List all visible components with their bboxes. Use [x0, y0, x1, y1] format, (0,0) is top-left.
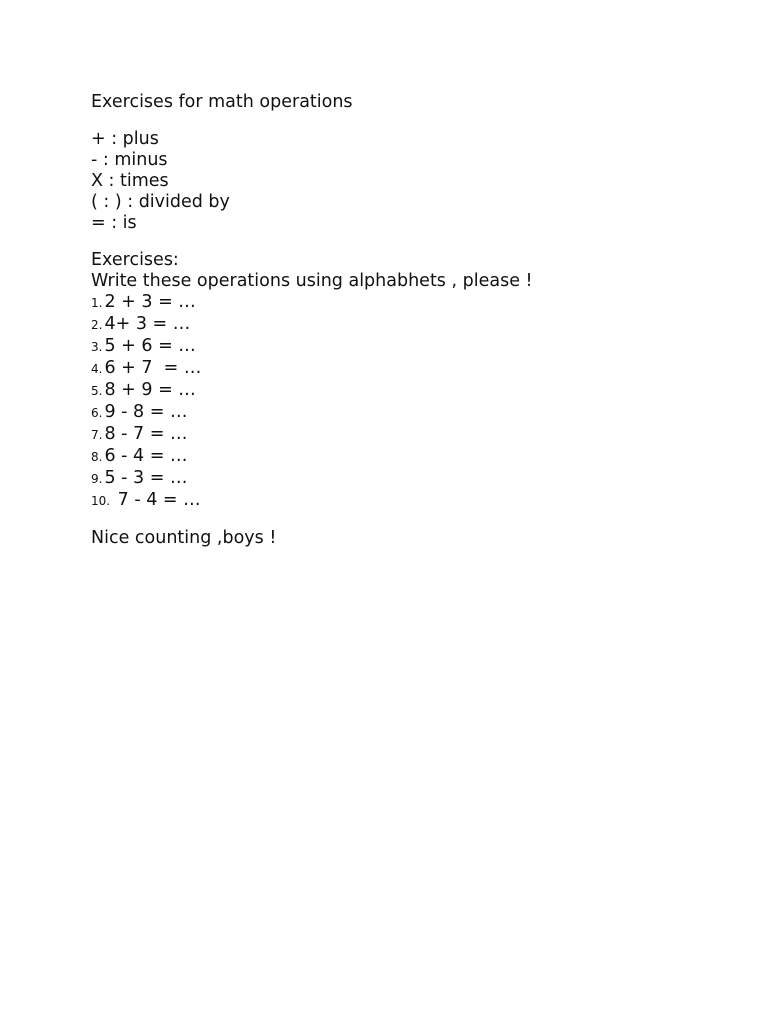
exercise-number: 2.: [91, 318, 103, 332]
instruction-text: Write these operations using alphabhets , please !: [91, 271, 533, 291]
exercise-item: [91, 490, 711, 512]
exercise-item: [91, 358, 711, 380]
spacer: [91, 234, 711, 250]
exercise-text: 8 - 7 = …: [104, 424, 188, 444]
exercise-number: 4.: [91, 362, 103, 376]
exercise-item: [91, 292, 711, 314]
exercise-item: [91, 336, 711, 358]
exercise-number: 3.: [91, 340, 103, 354]
exercise-text: 9 - 8 = …: [104, 402, 188, 422]
exercise-item: [91, 380, 711, 402]
exercise-item: [91, 314, 711, 336]
closing-text: Nice counting ,boys !: [91, 528, 277, 548]
exercise-number: 1.: [91, 296, 103, 310]
exercise-text: 8 + 9 = …: [104, 380, 196, 400]
exercise-number: 10.: [91, 494, 111, 508]
spacer: [91, 512, 711, 528]
exercise-item: [91, 446, 711, 468]
exercise-item: [91, 424, 711, 446]
exercise-text: 6 - 4 = …: [104, 446, 188, 466]
exercise-text: 7 - 4 = …: [112, 490, 201, 510]
legend-minus: - : minus: [91, 150, 168, 170]
legend-equals: = : is: [91, 213, 137, 233]
exercise-item: [91, 468, 711, 490]
exercise-text: 5 + 6 = …: [104, 336, 196, 356]
exercise-number: 5.: [91, 384, 103, 398]
exercise-number: 7.: [91, 428, 103, 442]
legend-divided: ( : ) : divided by: [91, 192, 230, 212]
exercise-text: 5 - 3 = …: [104, 468, 188, 488]
exercise-text: 2 + 3 = …: [104, 292, 196, 312]
document-title: Exercises for math operations: [91, 92, 353, 112]
exercise-item: [91, 402, 711, 424]
legend-plus: + : plus: [91, 129, 159, 149]
document-page: [91, 92, 711, 549]
exercise-list: [91, 292, 711, 512]
exercise-number: 6.: [91, 406, 103, 420]
legend-times: X : times: [91, 171, 169, 191]
exercises-heading: Exercises:: [91, 250, 179, 270]
exercise-number: 9.: [91, 472, 103, 486]
exercise-text: 6 + 7 = …: [104, 358, 202, 378]
spacer: [91, 113, 711, 129]
operator-legend: [91, 129, 711, 234]
exercise-number: 8.: [91, 450, 103, 464]
exercise-text: 4+ 3 = …: [104, 314, 191, 334]
